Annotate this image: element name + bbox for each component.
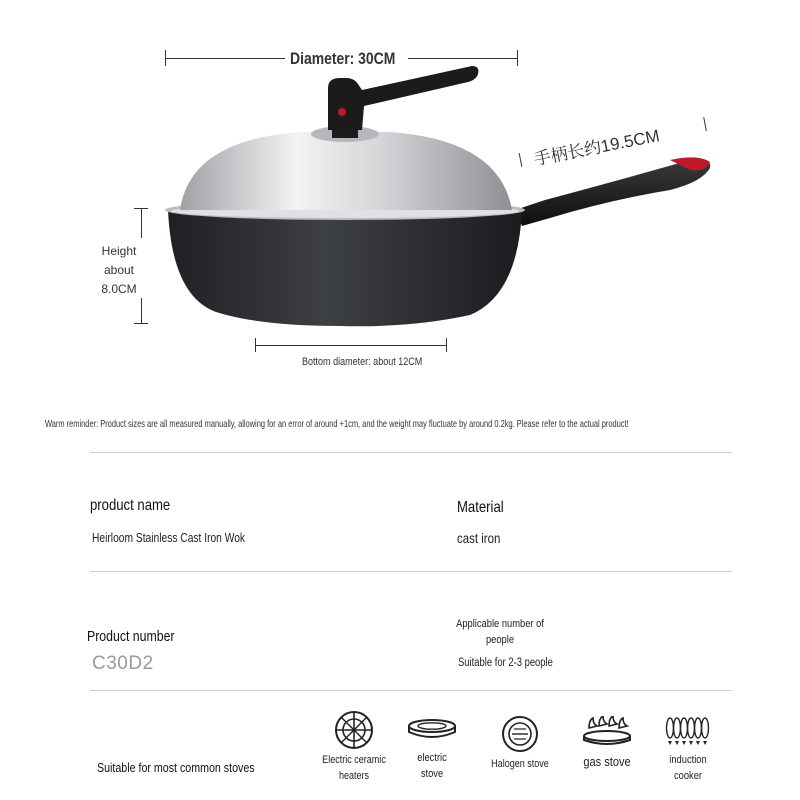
divider-bottom: [90, 690, 732, 691]
bottom-diameter-label: Bottom diameter: about 12CM: [302, 356, 423, 368]
product-name-value: Heirloom Stainless Cast Iron Wok: [92, 531, 246, 545]
handle-length-label: 手柄长约19.5CM: [532, 126, 662, 170]
stove-induction: induction cooker: [654, 714, 722, 784]
electric-stove-icon: [406, 716, 458, 746]
stove-halogen: Halogen stove: [482, 714, 558, 772]
divider-middle: [90, 571, 732, 572]
height-label: Height about 8.0CM: [101, 244, 137, 296]
electric-ceramic-heater-icon: [332, 708, 376, 752]
product-number-value: C30D2: [92, 653, 154, 674]
halogen-stove-icon: [500, 714, 540, 754]
product-name-label: product name: [90, 497, 171, 514]
applicable-value: Suitable for 2-3 people: [458, 657, 553, 669]
stoves-label: Suitable for most common stoves: [97, 760, 255, 775]
diameter-label: Diameter: 30CM: [290, 49, 396, 68]
product-number-label: Product number: [87, 628, 175, 645]
wok-illustration: [150, 60, 730, 360]
stove-electric: electric stove: [400, 716, 464, 782]
material-label: Material: [457, 499, 504, 516]
stove-electric-ceramic: Electric ceramic heaters: [312, 708, 396, 784]
warm-reminder: Warm reminder: Product sizes are all measured manually, allowing for an error of around +1cm, and the weight may fluctuate by around 0.2kg. Please refer to the actual product!: [45, 418, 629, 430]
induction-cooker-icon: [664, 714, 712, 750]
gas-stove-icon: [581, 716, 633, 748]
applicable-label: Applicable number of people: [456, 618, 544, 646]
divider-top: [90, 452, 732, 453]
material-value: cast iron: [457, 530, 501, 546]
stove-gas: gas stove: [570, 716, 644, 769]
